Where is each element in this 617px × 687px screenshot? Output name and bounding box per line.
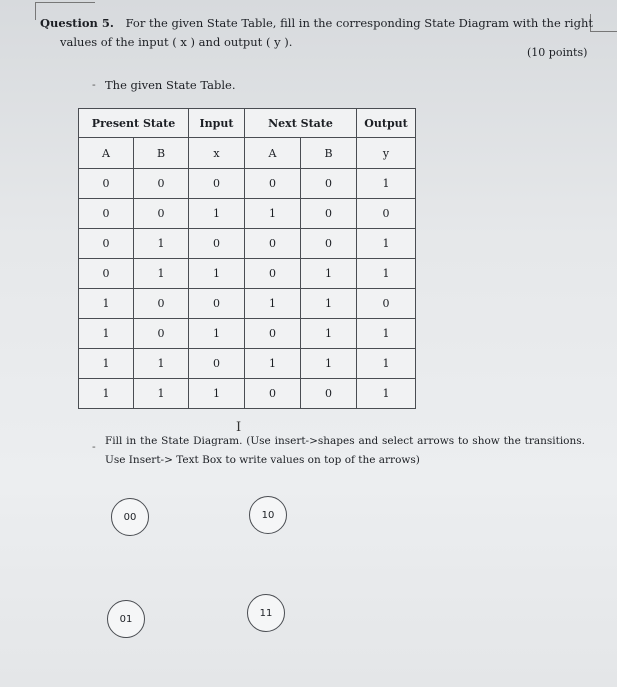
- table-cell: 0: [301, 379, 357, 409]
- column-header: B: [134, 138, 189, 169]
- table-cell: 1: [79, 379, 134, 409]
- points-label: (10 points): [527, 46, 588, 59]
- table-row: [79, 259, 416, 289]
- table-row: [79, 379, 416, 409]
- table-cell: 0: [245, 319, 301, 349]
- table-cell: 1: [134, 349, 189, 379]
- table-cell: 0: [134, 169, 189, 199]
- table-row: [79, 349, 416, 379]
- table-cell: 1: [301, 349, 357, 379]
- table-cell: 0: [134, 319, 189, 349]
- table-cell: 0: [245, 169, 301, 199]
- table-cell: 1: [245, 289, 301, 319]
- table-row: [79, 229, 416, 259]
- group-output: Output: [357, 109, 416, 138]
- table-cell: 0: [79, 169, 134, 199]
- state-node-11[interactable]: 11: [247, 594, 285, 632]
- question-text: [40, 14, 600, 49]
- table-cell: 1: [134, 229, 189, 259]
- state-node-00[interactable]: 00: [111, 498, 149, 536]
- table-row: [79, 169, 416, 199]
- table-cell: 1: [301, 259, 357, 289]
- table-cell: 1: [189, 379, 245, 409]
- table-cell: 0: [79, 229, 134, 259]
- column-header: x: [189, 138, 245, 169]
- table-cell: 0: [357, 199, 416, 229]
- table-cell: 1: [79, 349, 134, 379]
- table-cell: 0: [245, 259, 301, 289]
- table-cell: 0: [189, 349, 245, 379]
- table-cell: 0: [189, 289, 245, 319]
- top-left-border: [35, 2, 95, 3]
- table-cell: 1: [79, 319, 134, 349]
- table-row: [79, 319, 416, 349]
- question-label: Question 5.: [40, 16, 114, 30]
- table-cell: 0: [79, 259, 134, 289]
- table-cell: 1: [301, 289, 357, 319]
- column-header: A: [245, 138, 301, 169]
- table-cell: 0: [245, 379, 301, 409]
- table-cell: 1: [245, 349, 301, 379]
- table-group-header-row: [79, 109, 416, 138]
- column-header: B: [301, 138, 357, 169]
- group-input: Input: [189, 109, 245, 138]
- table-cell: 1: [301, 319, 357, 349]
- column-header: y: [357, 138, 416, 169]
- table-cell: 1: [357, 349, 416, 379]
- table-cell: 1: [245, 199, 301, 229]
- table-cell: 1: [189, 199, 245, 229]
- table-cell: 1: [357, 229, 416, 259]
- table-cell: 1: [357, 379, 416, 409]
- table-cell: 0: [245, 229, 301, 259]
- table-cell: 0: [357, 289, 416, 319]
- given-table-label: The given State Table.: [105, 78, 236, 92]
- state-node-10[interactable]: 10: [249, 496, 287, 534]
- table-cell: 1: [134, 259, 189, 289]
- table-cell: 1: [357, 259, 416, 289]
- table-row: [79, 289, 416, 319]
- group-next-state: Next State: [245, 109, 357, 138]
- table-cell: 0: [189, 229, 245, 259]
- table-row: [79, 199, 416, 229]
- table-cell: 0: [134, 289, 189, 319]
- table-cell: 0: [301, 229, 357, 259]
- state-table: [78, 108, 416, 409]
- text-cursor-icon: I: [236, 420, 242, 435]
- top-left-border: [35, 2, 36, 20]
- table-cell: 1: [357, 169, 416, 199]
- table-cell: 0: [134, 199, 189, 229]
- bullet-icon: -: [92, 78, 96, 91]
- table-cell: 0: [301, 169, 357, 199]
- table-column-header-row: [79, 138, 416, 169]
- instruction-text: Fill in the State Diagram. (Use insert->shapes and select arrows to show the transitions. Use Insert-> Text Box to write values on top of the arrows): [105, 435, 585, 466]
- table-cell: 0: [79, 199, 134, 229]
- group-present-state: Present State: [79, 109, 189, 138]
- bullet-icon: -: [92, 440, 96, 453]
- question-line-2: values of the input ( x ) and output ( y ).: [60, 35, 293, 49]
- table-cell: 1: [79, 289, 134, 319]
- table-cell: 1: [189, 319, 245, 349]
- table-cell: 1: [357, 319, 416, 349]
- question-line-1: For the given State Table, fill in the corresponding State Diagram with the right: [125, 16, 593, 30]
- column-header: A: [79, 138, 134, 169]
- table-cell: 1: [189, 259, 245, 289]
- table-cell: 1: [134, 379, 189, 409]
- state-node-01[interactable]: 01: [107, 600, 145, 638]
- table-cell: 0: [301, 199, 357, 229]
- table-cell: 0: [189, 169, 245, 199]
